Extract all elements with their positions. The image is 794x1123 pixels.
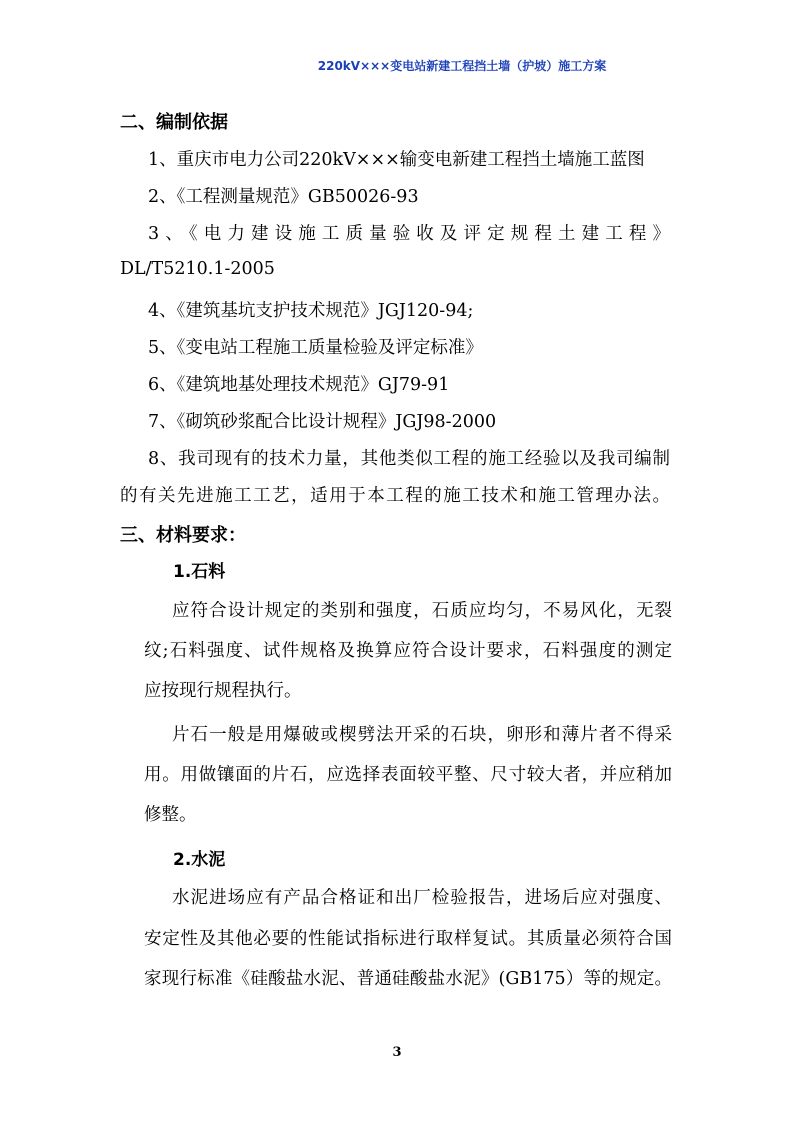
cement-line-2: 安定性及其他必要的性能试指标进行取样复试。其质量必须符合国 xyxy=(144,929,672,949)
basis-item-6: 6、《建筑地基处理技术规范》GJ79-91 xyxy=(148,375,450,395)
section-heading-basis: 二、编制依据 xyxy=(120,112,228,133)
basis-item-3-cont: DL/T5210.1-2005 xyxy=(120,259,275,279)
basis-item-8-cont: 的有关先进施工工艺，适用于本工程的施工技术和施工管理办法。 xyxy=(120,486,670,506)
basis-item-4: 4、《建筑基坑支护技术规范》JGJ120-94; xyxy=(148,301,474,321)
basis-item-5: 5、《变电站工程施工质量检验及评定标准》 xyxy=(148,338,483,358)
basis-item-1: 1、重庆市电力公司220kV×××输变电新建工程挡土墙施工蓝图 xyxy=(148,150,645,170)
stone-line-5: 用。用做镶面的片石，应选择表面较平整、尺寸较大者，并应稍加 xyxy=(144,765,672,785)
cement-line-1: 水泥进场应有产品合格证和出厂检验报告，进场后应对强度、 xyxy=(172,888,672,908)
cement-line-3: 家现行标准《硅酸盐水泥、普通硅酸盐水泥》(GB175）等的规定。 xyxy=(144,969,672,989)
subheading-stone: 1.石料 xyxy=(173,562,226,582)
stone-line-3: 应按现行规程执行。 xyxy=(144,681,302,701)
stone-line-2: 纹;石料强度、试件规格及换算应符合设计要求，石料强度的测定 xyxy=(144,641,672,661)
subheading-cement: 2.水泥 xyxy=(173,850,226,870)
section-heading-materials: 三、材料要求： xyxy=(120,525,246,546)
stone-line-4: 片石一般是用爆破或楔劈法开采的石块，卵形和薄片者不得采 xyxy=(172,725,672,745)
basis-item-3: 3、《电力建设施工质量验收及评定规程土建工程》 xyxy=(148,224,670,244)
basis-item-2: 2、《工程测量规范》GB50026-93 xyxy=(148,187,419,207)
basis-item-7: 7、《砌筑砂浆配合比设计规程》JGJ98-2000 xyxy=(148,412,497,432)
basis-item-8: 8、我司现有的技术力量，其他类似工程的施工经验以及我司编制 xyxy=(148,449,670,469)
page-header: 220kV×××变电站新建工程挡土墙（护坡）施工方案 xyxy=(317,59,607,73)
page-number: 3 xyxy=(392,1045,402,1060)
stone-line-6: 修整。 xyxy=(144,805,197,825)
stone-line-1: 应符合设计规定的类别和强度，石质应均匀，不易风化，无裂 xyxy=(172,601,672,621)
